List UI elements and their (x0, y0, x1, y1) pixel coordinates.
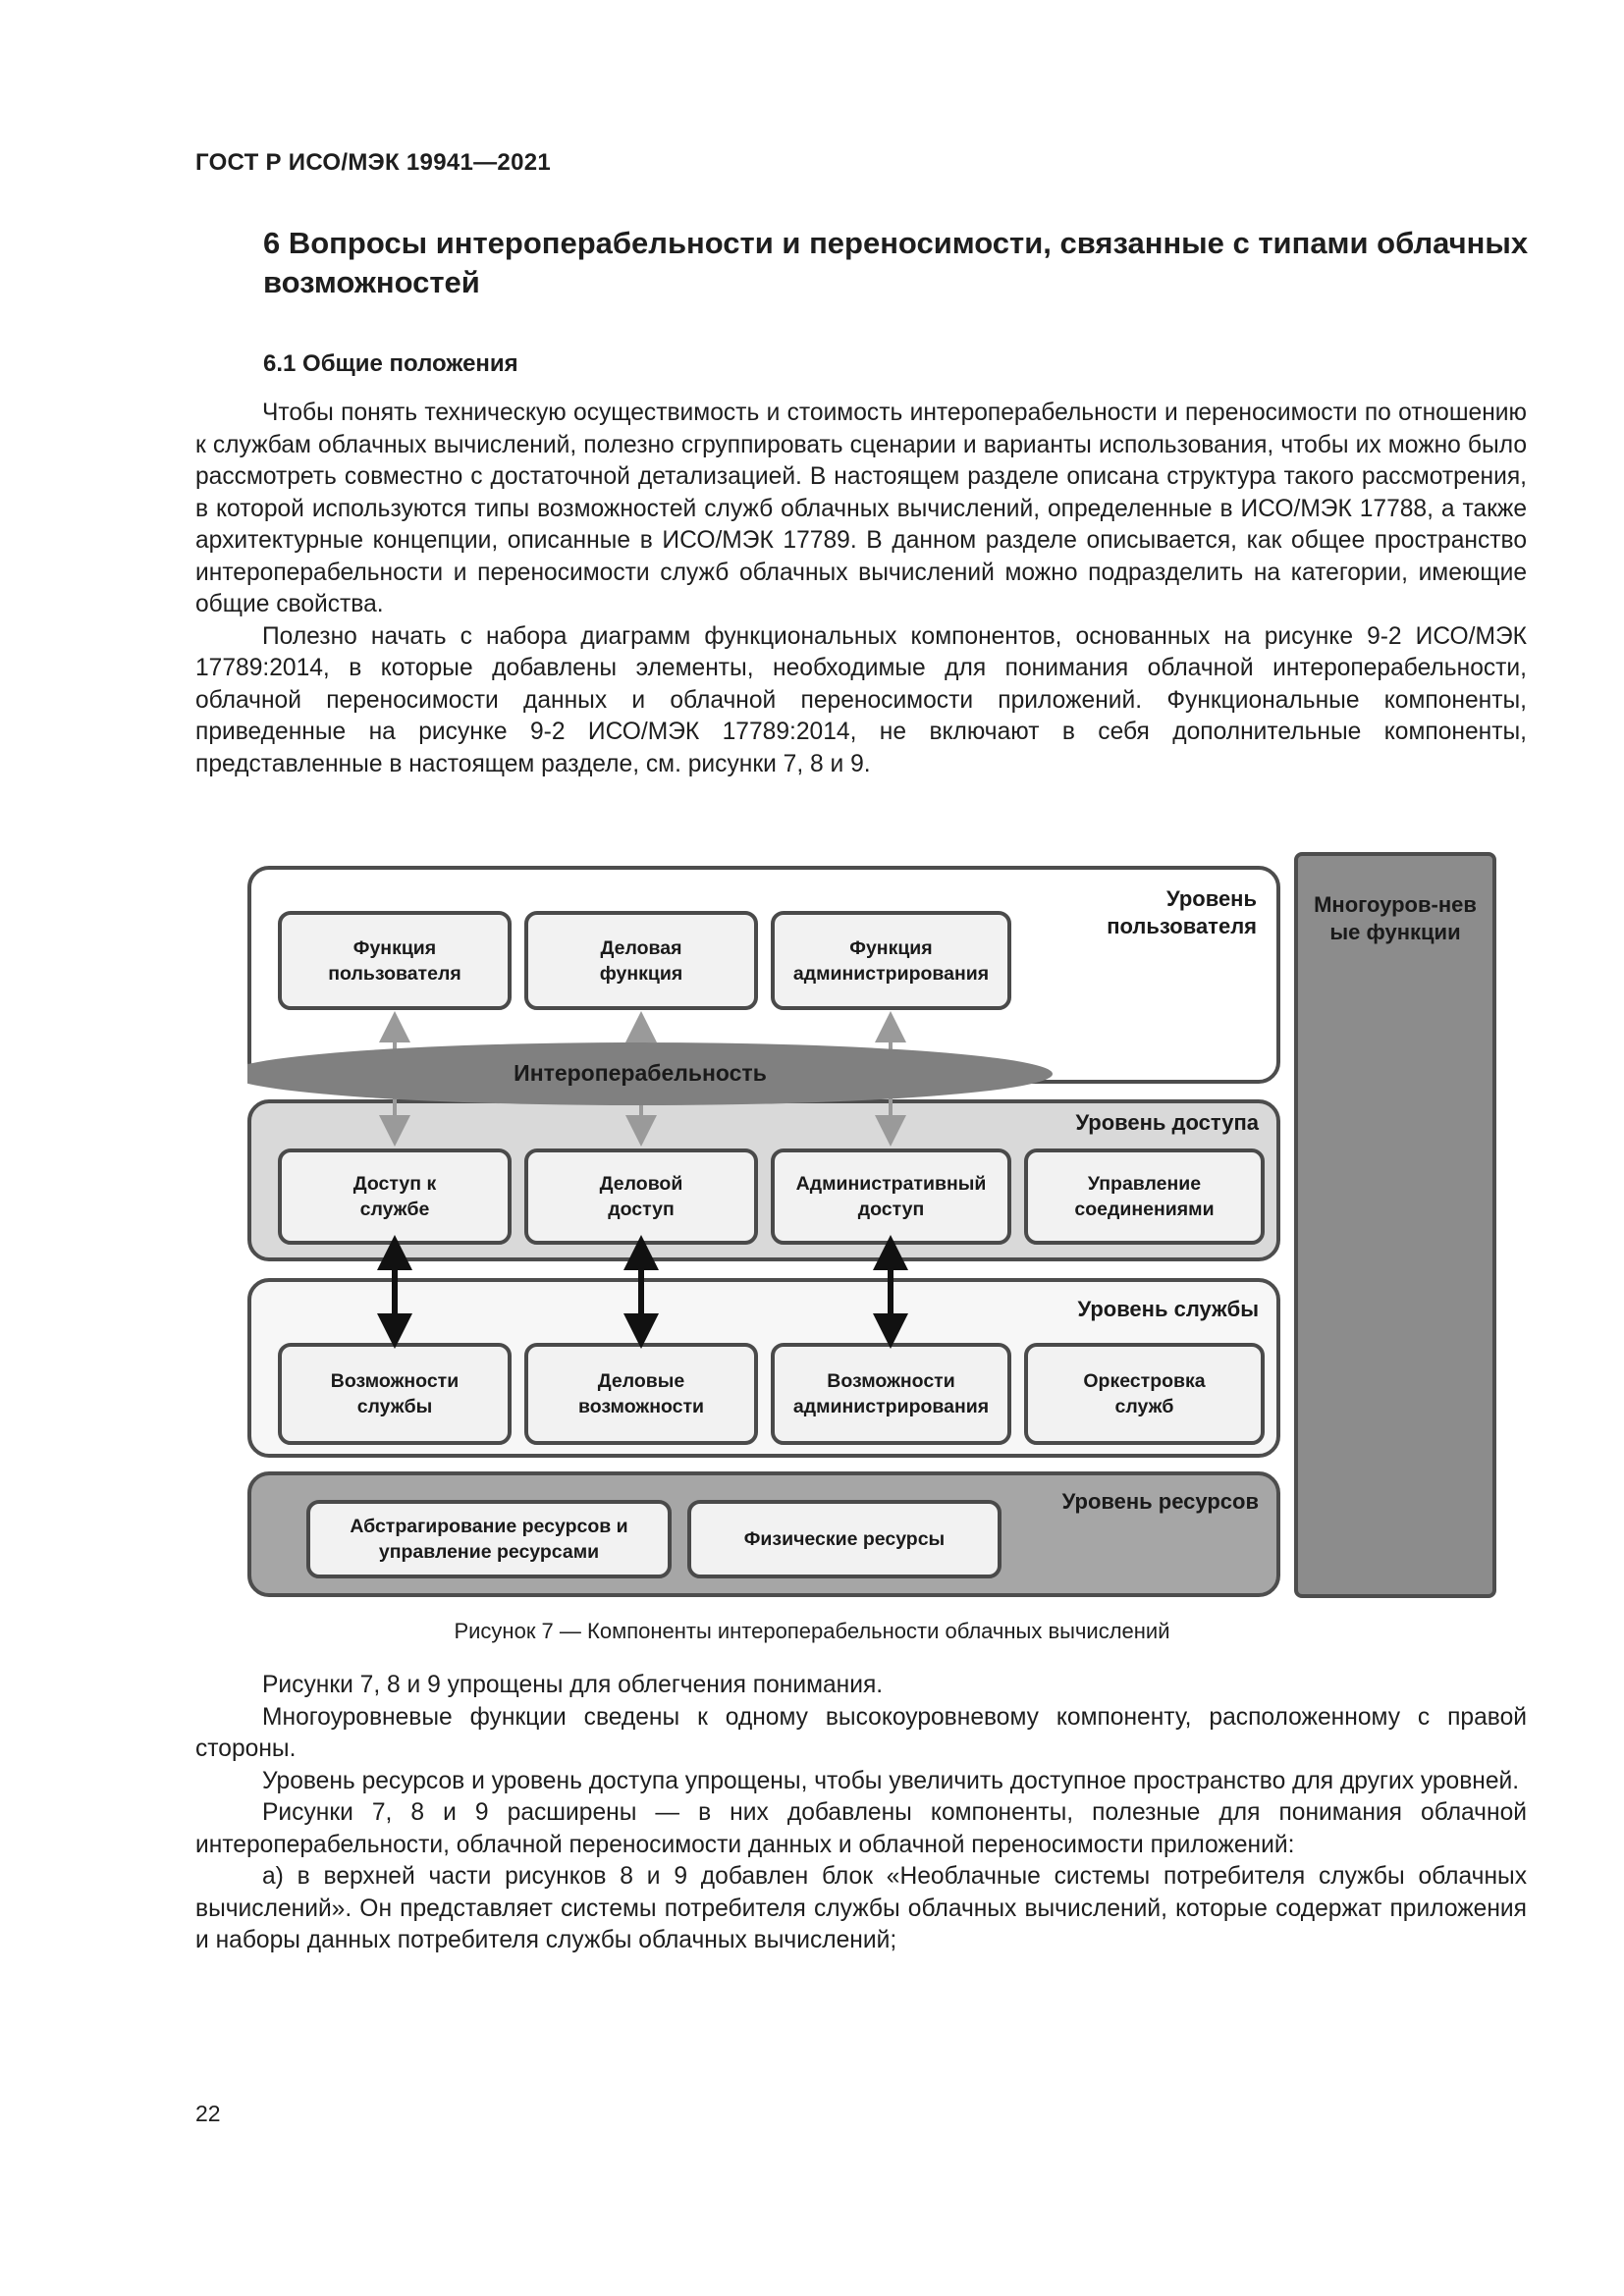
paragraph: а) в верхней части рисунков 8 и 9 добавлен блок «Необлачные системы потребителя службы облачных вычислений». Он представляет системы потребителя службы облачных вычислений, которые содержат приложения и наборы данных потребителя службы облачных вычислений; (195, 1863, 1527, 1953)
paragraph: Уровень ресурсов и уровень доступа упрощены, чтобы увеличить доступное пространство для других уровней. (262, 1767, 1520, 1794)
body-text-top (195, 398, 1527, 780)
business-capabilities-box: Деловые возможности (524, 1343, 758, 1445)
user-function-box: Функция пользователя (278, 911, 512, 1010)
figure-caption: Рисунок 7 — Компоненты интероперабельности облачных вычислений (454, 1619, 1170, 1643)
service-capabilities-box: Возможности службы (278, 1343, 512, 1445)
paragraph: Многоуровневые функции сведены к одному высокоуровневому компоненту, расположенному с правой стороны. (195, 1703, 1527, 1762)
paragraph: Рисунки 7, 8 и 9 упрощены для облегчения понимания. (262, 1672, 884, 1698)
service-access-box: Доступ к службе (278, 1148, 512, 1245)
business-access-box: Деловой доступ (524, 1148, 758, 1245)
arrows-layer (247, 852, 1496, 1598)
paragraph: Чтобы понять техническую осуществимость и стоимость интероперабельности и переносимости по отношению к службам облачных вычислений, полезно сгруппировать сценарии и варианты использования, чтобы их можно было рассмотреть совместно с достаточной детализацией. В настоящем разделе описана структура такого рассмотрения, в которой используются типы возможностей служб облачных вычислений, определенные в ИСО/МЭК 17788, а также архитектурные концепции, описанные в ИСО/МЭК 17789. В данном разделе описывается, как общее пространство интероперабельности и переносимости служб облачных вычислений можно подразделить на категории, имеющие общие свойства. (195, 400, 1527, 617)
resource-abstraction-box: Абстрагирование ресурсов и управление ресурсами (306, 1500, 672, 1578)
admin-capabilities-box: Возможности администрирования (771, 1343, 1011, 1445)
service-layer-label: Уровень службы (1077, 1297, 1259, 1321)
document-header: ГОСТ Р ИСО/МЭК 19941—2021 (195, 149, 552, 176)
multilevel-functions-label: Многоуров-невые функции (1314, 892, 1477, 944)
paragraph: Полезно начать с набора диаграмм функциональных компонентов, основанных на рисунке 9-2 ИСО/МЭК 17789:2014, в которые добавлены элементы, необходимые для понимания облачной интероперабельности, облачной переносимости данных и облачной переносимости приложений. Функциональные компоненты, приведенные на рисунке 9-2 ИСО/МЭК 17789:2014, не включают в себя дополнительные компоненты, представленные в настоящем разделе, см. рисунки 7, 8 и 9. (195, 622, 1527, 777)
connection-management-box: Управление соединениями (1024, 1148, 1265, 1245)
subsection-title: 6.1 Общие положения (263, 350, 518, 377)
resource-layer-label: Уровень ресурсов (1061, 1489, 1259, 1514)
business-function-box: Деловая функция (524, 911, 758, 1010)
page-number: 22 (195, 2101, 221, 2126)
interoperability-label: Интероперабельность (514, 1060, 767, 1086)
user-layer-label: Уровень пользователя (1107, 886, 1257, 938)
physical-resources-box: Физические ресурсы (687, 1500, 1001, 1578)
figure-7-diagram (247, 852, 1496, 1598)
service-orchestration-box: Оркестровка служб (1024, 1343, 1265, 1445)
admin-function-box: Функция администрирования (771, 911, 1011, 1010)
access-layer-label: Уровень доступа (1075, 1110, 1259, 1135)
paragraph: Рисунки 7, 8 и 9 расширены — в них добавлены компоненты, полезные для понимания облачной интероперабельности, облачной переносимости данных и облачной переносимости приложений: (195, 1799, 1527, 1858)
body-text-bottom (195, 1670, 1527, 1957)
admin-access-box: Административный доступ (771, 1148, 1011, 1245)
section-title: 6 Вопросы интероперабельности и переносимости, связанные с типами облачных возможностей (263, 226, 1529, 299)
